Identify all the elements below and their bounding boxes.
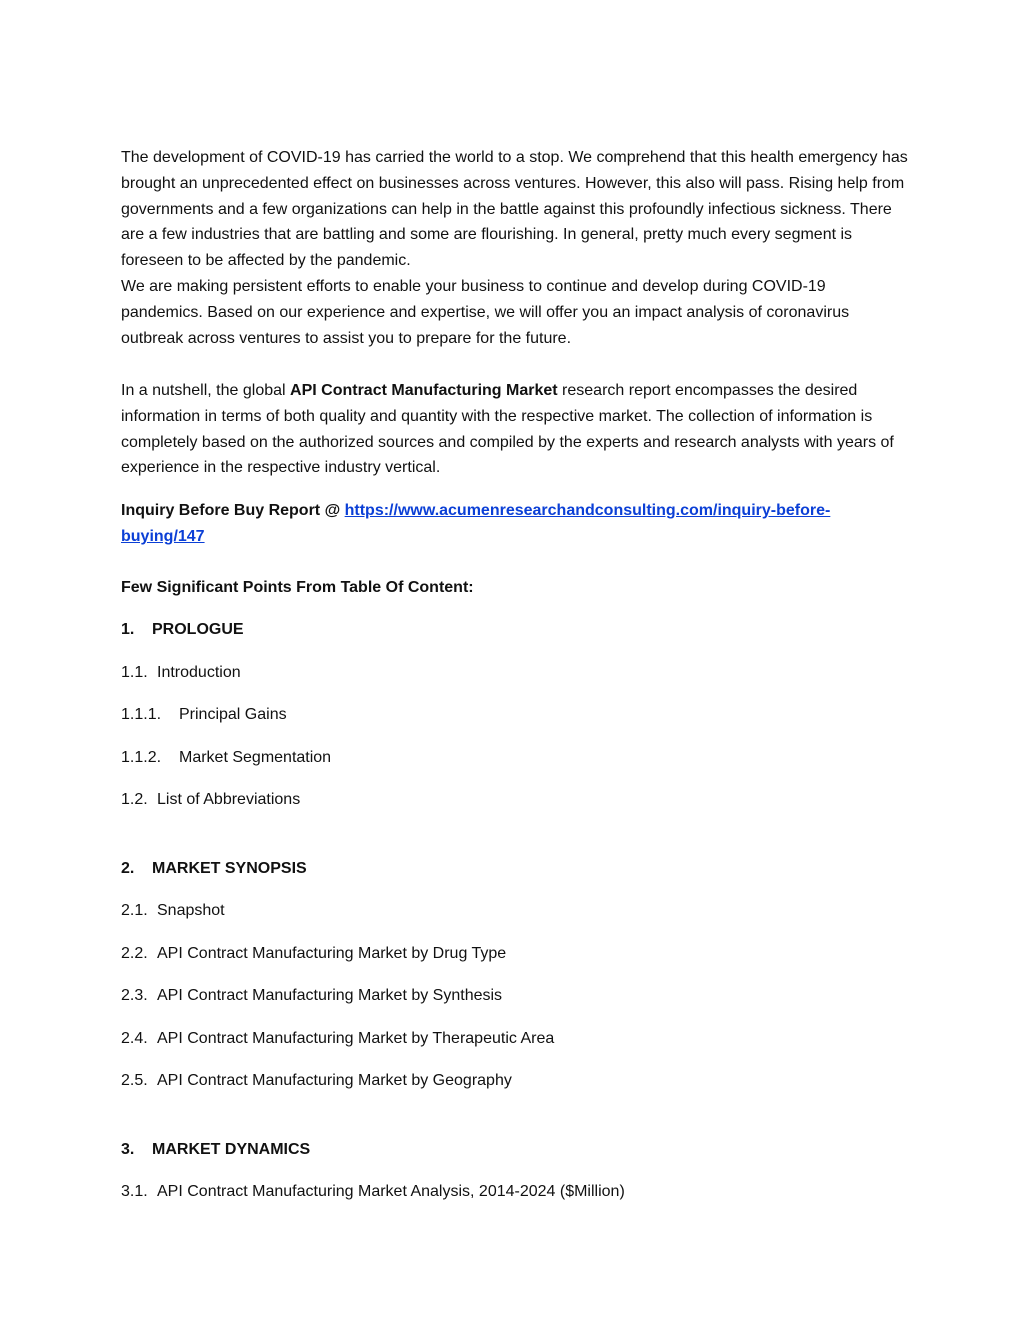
toc-item-text: PROLOGUE bbox=[152, 621, 244, 638]
toc-item-text: List of Abbreviations bbox=[157, 791, 301, 808]
toc-item bbox=[121, 789, 300, 811]
toc-item bbox=[121, 619, 244, 641]
toc-item-text: Market Segmentation bbox=[179, 749, 332, 766]
toc-item bbox=[121, 662, 241, 684]
inquiry-line bbox=[121, 498, 911, 550]
covid-intro-paragraph bbox=[121, 145, 911, 351]
toc-item bbox=[121, 1181, 625, 1203]
toc-item-text: API Contract Manufacturing Market by Drug Type bbox=[157, 945, 507, 962]
intro-text-1: The development of COVID-19 has carried the world to a stop. We comprehend that this health emergency has brought an unprecedented effect on businesses across ventures. However, this also will pass. Rising help from governments and a few organizations can help in the battle against this profoundly infectious sickness. There are a few industries that are battling and some are flourishing. In general, pretty much every segment is foreseen to be affected by the pandemic. bbox=[121, 149, 908, 270]
toc-item-number: 2.3. bbox=[121, 987, 148, 1004]
toc-item-text: API Contract Manufacturing Market by Therapeutic Area bbox=[157, 1030, 555, 1047]
toc-item-number: 1.1. bbox=[121, 664, 148, 681]
toc-item bbox=[121, 985, 502, 1007]
toc-item-number: 2. bbox=[121, 860, 135, 877]
toc-item-text: Introduction bbox=[157, 664, 241, 681]
toc-item-number: 2.2. bbox=[121, 945, 148, 962]
nutshell-text-after: research report encompasses the desired information in terms of both quality and quantity with the respective market. The collection of information is completely based on the authorized sources and compiled by the experts and research analysts with years of experience in the respective industry vertical. bbox=[121, 382, 894, 477]
toc-item-text: MARKET DYNAMICS bbox=[152, 1141, 311, 1158]
toc-item-number: 1.2. bbox=[121, 791, 148, 808]
toc-item bbox=[121, 704, 287, 726]
toc-item-number: 2.5. bbox=[121, 1072, 148, 1089]
toc-heading: Few Significant Points From Table Of Content: bbox=[121, 579, 474, 596]
nutshell-text-before: In a nutshell, the global bbox=[121, 382, 291, 399]
inquiry-label: Inquiry Before Buy Report @ bbox=[121, 502, 345, 519]
toc-item-number: 3. bbox=[121, 1141, 135, 1158]
toc-item-number: 2.4. bbox=[121, 1030, 148, 1047]
toc-item-number: 2.1. bbox=[121, 902, 148, 919]
toc-item-text: Principal Gains bbox=[179, 706, 287, 723]
toc-item-text: MARKET SYNOPSIS bbox=[152, 860, 307, 877]
toc-item bbox=[121, 1070, 512, 1092]
toc-item-text: API Contract Manufacturing Market Analysis, 2014-2024 ($Million) bbox=[157, 1183, 625, 1200]
toc-item-number: 1.1.1. bbox=[121, 706, 162, 723]
toc-item-text: API Contract Manufacturing Market by Synthesis bbox=[157, 987, 503, 1004]
toc-item bbox=[121, 858, 307, 880]
toc-item-number: 1. bbox=[121, 621, 135, 638]
inquiry-link[interactable]: https://www.acumenresearchandconsulting.com/inquiry-before-buying/147 bbox=[121, 502, 831, 545]
toc-item bbox=[121, 747, 331, 769]
toc-item bbox=[121, 1139, 310, 1161]
toc-item bbox=[121, 1028, 554, 1050]
intro-text-2: We are making persistent efforts to enable your business to continue and develop during COVID-19 pandemics. Based on our experience and expertise, we will offer you an impact analysis of coronavirus outbreak across ventures to assist you to prepare for the future. bbox=[121, 277, 850, 347]
toc-item bbox=[121, 943, 506, 965]
nutshell-paragraph bbox=[121, 378, 911, 481]
toc-item-number: 1.1.2. bbox=[121, 749, 162, 766]
toc-item bbox=[121, 900, 225, 922]
toc-item-number: 3.1. bbox=[121, 1183, 148, 1200]
market-name: API Contract Manufacturing Market bbox=[290, 382, 558, 399]
toc-item-text: Snapshot bbox=[157, 902, 225, 919]
toc-item-text: API Contract Manufacturing Market by Geography bbox=[157, 1072, 512, 1089]
